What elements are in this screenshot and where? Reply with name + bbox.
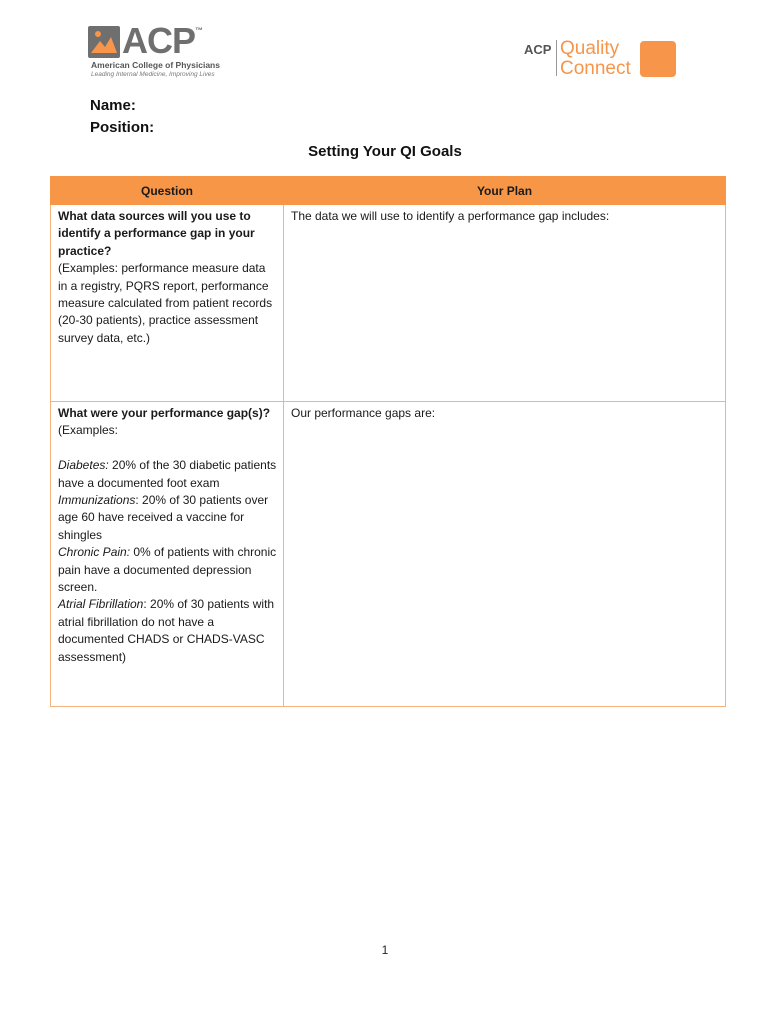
quality-connect-logo bbox=[524, 38, 684, 82]
page-number: 1 bbox=[381, 943, 389, 957]
example-text: 0% of patients with chronic pain have a documented depression screen. bbox=[58, 545, 277, 595]
table-header-row bbox=[51, 177, 726, 205]
acp-logo-word bbox=[122, 20, 202, 62]
example-text: : 20% of 30 patients over age 60 have received a vaccine for shingles bbox=[58, 493, 269, 542]
qc-logo-divider bbox=[556, 40, 557, 76]
example-text: : 20% of 30 patients with atrial fibrillation do not have a documented CHADS or CHADS-VASC assessment) bbox=[58, 597, 275, 664]
acp-mark-icon bbox=[88, 26, 120, 58]
plan-cell[interactable] bbox=[284, 205, 726, 402]
qc-logo-line2: Connect bbox=[560, 58, 631, 79]
acp-logo bbox=[88, 20, 238, 82]
qi-goals-table bbox=[50, 176, 726, 707]
plan-cell[interactable] bbox=[284, 402, 726, 707]
acp-tagline: Leading Internal Medicine, Improving Lives bbox=[91, 71, 215, 78]
example-term: Diabetes: bbox=[58, 458, 109, 473]
example-item bbox=[58, 457, 277, 492]
qc-logo-prefix: ACP bbox=[524, 42, 552, 57]
example-item bbox=[58, 596, 277, 666]
qc-logo-line1: Quality bbox=[560, 38, 620, 59]
plan-text: The data we will use to identify a performance gap includes: bbox=[291, 209, 610, 223]
table-row bbox=[51, 402, 726, 707]
question-column-header: Question bbox=[51, 177, 284, 205]
acp-logo-trademark: ™ bbox=[195, 26, 203, 35]
page-title: Setting Your QI Goals bbox=[308, 143, 462, 160]
question-text: What data sources will you use to identify a performance gap in your practice? bbox=[58, 209, 255, 258]
question-text: What were your performance gap(s)? bbox=[58, 406, 271, 420]
table-row bbox=[51, 205, 726, 402]
example-term: Chronic Pain: bbox=[58, 545, 131, 560]
question-detail: (Examples: performance measure data in a registry, PQRS report, performance measure calculated from patient records (20-30 patients), practice assessment survey data, etc.) bbox=[58, 261, 273, 345]
acp-org-name: American College of Physicians bbox=[91, 60, 220, 70]
question-cell bbox=[51, 402, 284, 707]
plan-text: Our performance gaps are: bbox=[291, 406, 436, 420]
question-cell bbox=[51, 205, 284, 402]
acp-logo-letters: ACP bbox=[122, 20, 196, 61]
example-item bbox=[58, 544, 277, 596]
example-text: 20% of the 30 diabetic patients have a documented foot exam bbox=[58, 458, 277, 490]
plan-column-header: Your Plan bbox=[284, 177, 726, 205]
examples-intro: (Examples: bbox=[58, 423, 119, 438]
position-label: Position: bbox=[90, 119, 155, 136]
example-term: Immunizations bbox=[58, 493, 136, 508]
spacer bbox=[58, 440, 277, 457]
example-term: Atrial Fibrillation bbox=[58, 597, 144, 612]
example-item bbox=[58, 492, 277, 544]
name-label: Name: bbox=[90, 97, 136, 114]
qc-logo-square-icon bbox=[640, 41, 676, 77]
